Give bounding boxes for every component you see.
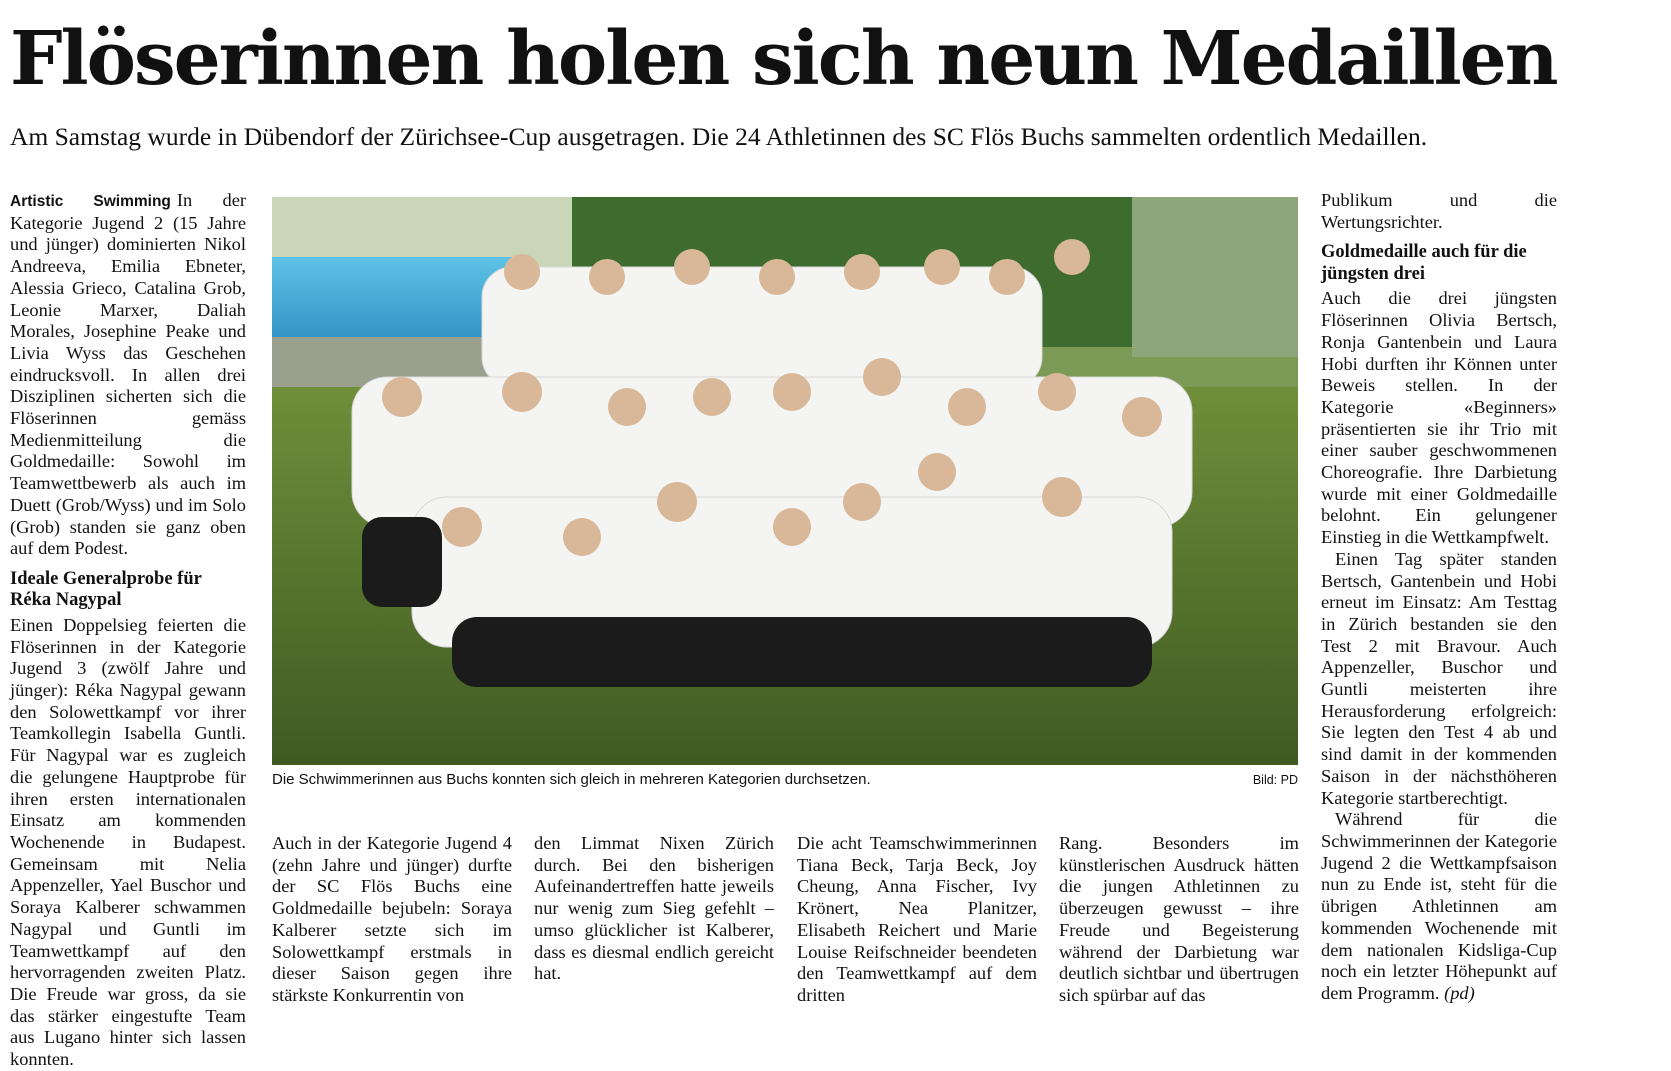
photo-caption: Die Schwimmerinnen aus Buchs konnten sich gleich in mehreren Kategorien durchsetzen. (272, 771, 871, 788)
subheading-goldmedaille: Goldmedaille auch für die jüngsten drei (1321, 242, 1527, 284)
column-paragraph (1321, 809, 1557, 1004)
column-paragraph: Einen Doppelsieg feierten die Flöserinnen in der Kategorie Jugend 3 (zwölf Jahre und jünger): Réka Nagypal gewann den Solowettkampf vor ihrer Teamkollegin Isabella Guntli. Für Nagypal war es zugleich die gelungene Hauptprobe für ihren ersten internationalen Einsatz am kommenden Wochenende in Budapest. Gemeinsam mit Nelia Appenzeller, Yael Buschor und Soraya Kalberer schwammen Nagypal und Guntli im Teamwettkampf auf den hervorragenden zweiten Platz. Die Freude war gross, da sie das stärker eingestufte Team aus Lugano hinter sich lassen konnten. (10, 614, 246, 1070)
background-area (1132, 197, 1298, 357)
author-signature: (pd) (1444, 982, 1475, 1003)
column-paragraph: Die acht Teamschwimmerinnen Tiana Beck, Tarja Beck, Joy Cheung, Anna Fischer, Ivy Krönert, Nea Planitzer, Elisabeth Reichert und Marie Louise Reifschneider beendeten den Teamwettkampf auf dem dritten (797, 833, 1037, 1005)
column-paragraph (10, 190, 246, 560)
paragraph-text: In der Kategorie Jugend 2 (15 Jahre und jünger) dominierten Nikol Andreeva, Emilia Ebneter, Alessia Grieco, Catalina Grob, Leonie Marxer, Daliah Morales, Josephine Peake und Livia Wyss das Geschehen eindrucksvoll. In allen drei Disziplinen sicherten sich die Flöserinnen gemäss Medienmitteilung die Goldmedaille: Sowohl im Teamwettbewerb als auch im Duett (Grob/Wyss) und im Solo (Grob) standen sie ganz oben auf dem Podest. (10, 190, 246, 559)
article-column-4 (797, 833, 1037, 1007)
article-column-6 (1321, 190, 1557, 1005)
column-paragraph: Publikum und die Wertungsrichter. (1321, 190, 1557, 232)
article-column-1 (10, 190, 246, 1071)
column-paragraph: Auch die drei jüngsten Flöserinnen Olivia Bertsch, Ronja Gantenbein und Laura Hobi durften ihr Können unter Beweis stellen. In der Kategorie «Beginners» präsentierten sie ihr Trio mit einer sauber geschwommenen Choreografie. Ihre Darbietung wurde mit einer Goldmedaille belohnt. Ein gelungener Einstieg in die Wettkampfwelt. (1321, 288, 1557, 548)
photo-caption-bar (272, 770, 1298, 792)
team-photo-illustration (272, 197, 1298, 765)
photo-credit: Bild: PD (1252, 773, 1298, 787)
subheading-generalprobe: Ideale Generalprobe für Réka Nagypal (10, 568, 202, 611)
column-paragraph: Rang. Besonders im künstlerischen Ausdruck hätten die jungen Athletinnen zu überzeugen gewusst – ihre Freude und Begeisterung während der Darbietung war deutlich sichtbar und übertrugen sich spürbar auf das (1059, 833, 1299, 1005)
article-column-5 (1059, 833, 1299, 1007)
paragraph-text: Während für die Schwimmerinnen der Kategorie Jugend 2 die Wettkampfsaison nun zu Ende ist, steht für die übrigen Athletinnen am kommenden Wochenende mit dem nationalen Kidsliga-Cup noch ein letzter Höhepunkt auf dem Programm. (1321, 809, 1557, 1003)
team-photo (272, 197, 1298, 765)
headline: Flöserinnen holen sich neun Medaillen (10, 16, 1557, 102)
column-paragraph: Einen Tag später standen Bertsch, Gantenbein und Hobi erneut im Einsatz: Am Testtag in Zürich bestanden sie den Test 2 mit Bravour. Auch Appenzeller, Buschor und Guntli meisterten ihre Herausforderung erfolgreich: Sie legten den Test 4 ab und sind damit in der kommenden Saison in der nächsthöheren Kategorie startberechtigt. (1321, 548, 1557, 808)
lead-paragraph: Am Samstag wurde in Dübendorf der Zürichsee-Cup ausgetragen. Die 24 Athletinnen des SC Flös Buchs sammelten ordentlich Medaillen. (10, 122, 1428, 151)
column-paragraph: den Limmat Nixen Zürich durch. Bei den bisherigen Aufeinandertreffen hatte jeweils nur wenig zum Sieg gefehlt – umso glücklicher ist Kalberer, dass es diesmal endlich gereicht hat. (534, 833, 774, 984)
article-column-3 (534, 833, 774, 985)
article-column-2 (272, 833, 512, 1007)
kicker: Artistic Swimming (10, 193, 171, 210)
column-paragraph: Auch in der Kategorie Jugend 4 (zehn Jahre und jünger) durfte der SC Flös Buchs eine Goldmedaille bejubeln: Soraya Kalberer setzte sich im Solowettkampf erstmals in dieser Saison gegen ihre stärkste Konkurrentin von (272, 833, 512, 1005)
